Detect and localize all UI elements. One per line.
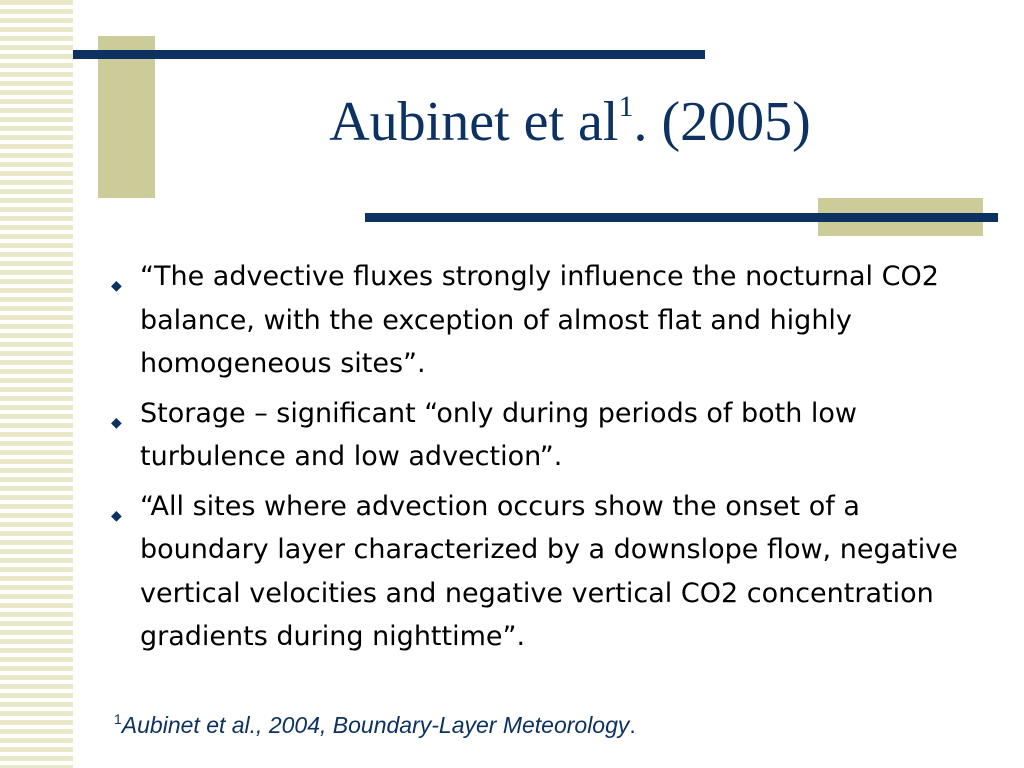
bullet-text: Storage – significant “only during periods of both low turbulence and low advection”. [140,397,858,472]
bullet-list [105,255,985,665]
bullet-item [105,392,985,479]
title-rest: . (2005) [633,91,811,153]
bullet-text: “All sites where advection occurs show the onset of a boundary layer characterized by a downslope flow, negative vertical velocities and negative vertical CO2 concentration gradients during nighttime”. [140,490,958,652]
title-superscript: 1 [618,90,634,123]
diamond-bullet-icon: ◆ [111,414,122,431]
footnote-end: . [629,712,636,738]
bullet-text: “The advective fluxes strongly influence the nocturnal CO2 balance, with the exception of almost flat and highly homogeneous sites”. [140,261,939,379]
footnote-superscript: 1 [114,711,122,727]
decorative-navy-bar-bottom [365,213,998,222]
slide-title [230,92,910,154]
decorative-tan-block-left [98,36,155,198]
diamond-bullet-icon: ◆ [111,507,122,524]
footnote [114,712,636,739]
title-main: Aubinet et al [329,91,619,153]
bullet-item [105,255,985,386]
footnote-text: Aubinet et al., 2004, Boundary-Layer Meteorology [121,712,630,738]
diamond-bullet-icon: ◆ [111,278,122,294]
decorative-stripe-band [0,0,73,768]
decorative-navy-bar-top [73,50,705,59]
bullet-item [105,485,985,659]
